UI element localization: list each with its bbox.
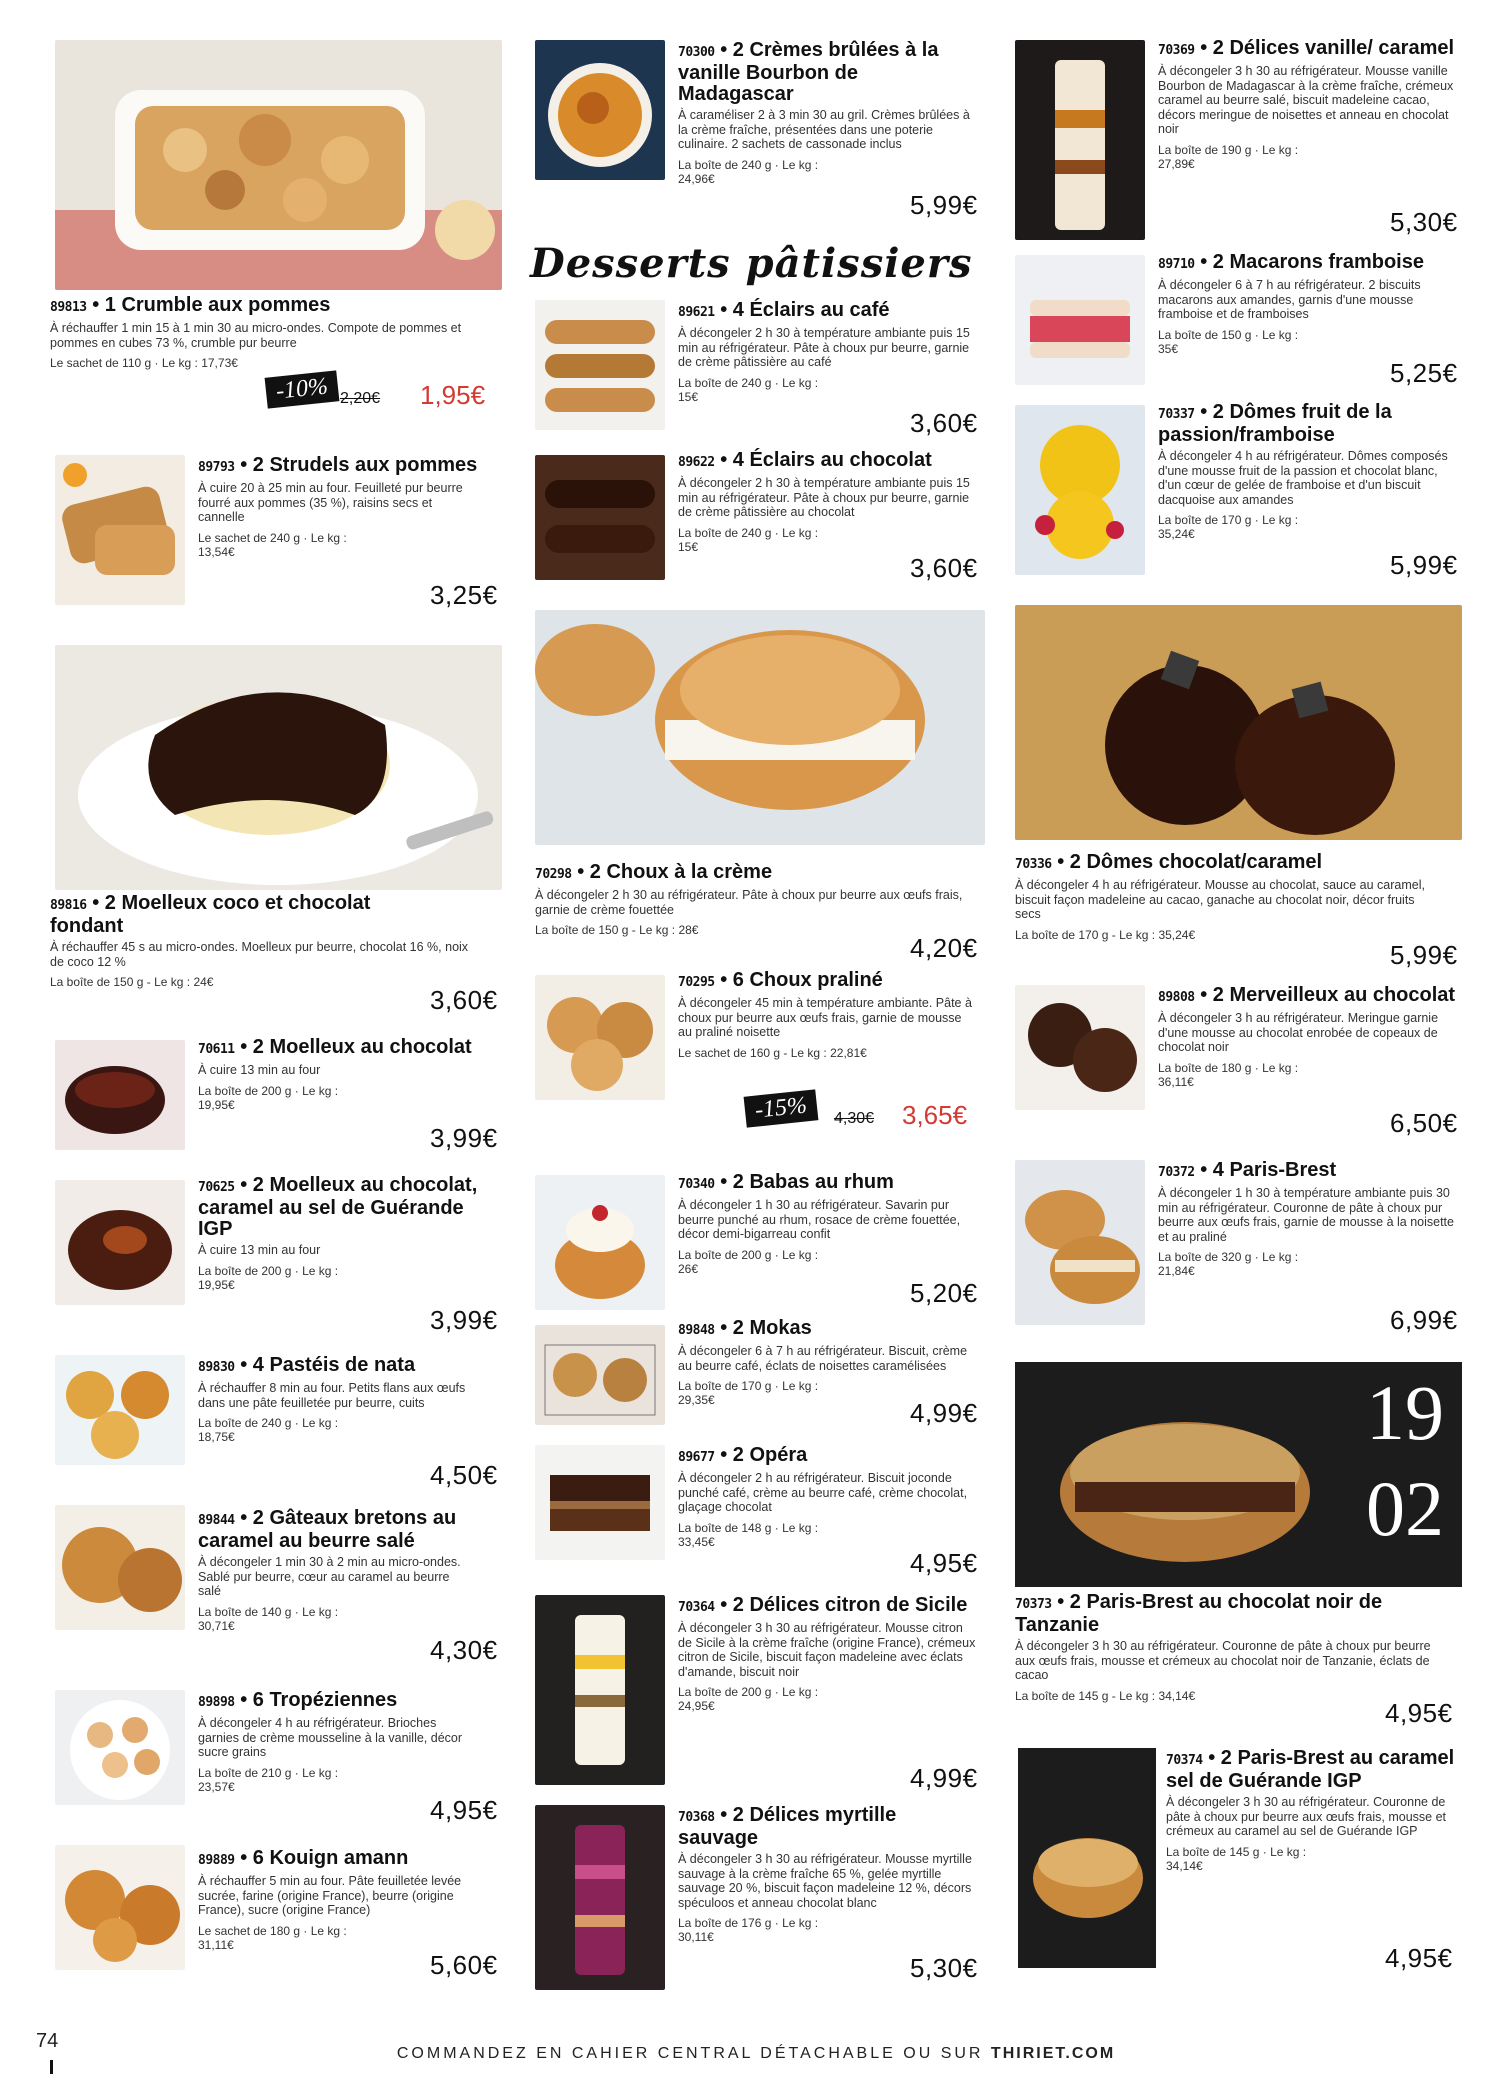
product-89889[interactable]: 89889 • 6 Kouign amann À réchauffer 5 min au four. Pâte feuilletée levée sucrée, farine (origine France), beurre (origine France), sucre (origine France) Le sachet de 180 g · Le kg : 31,11€ <box>198 1848 498 1952</box>
babas-photo <box>535 1175 665 1310</box>
price: 4,20€ <box>910 933 978 963</box>
product-meta: Le sachet de 110 g · Le kg : 17,73€ <box>50 356 238 370</box>
product-meta: La boîte de 170 g · Le kg : 35,24€ <box>1158 513 1299 541</box>
product-description: À décongeler 3 h 30 au réfrigérateur. Couronne de pâte à choux pur beurre aux œufs frais, mousse et crémeux au caramel au sel de Guérande IGP <box>1166 1795 1446 1838</box>
delices-citron-photo <box>535 1595 665 1785</box>
product-meta: La boîte de 145 g - Le kg : 34,14€ <box>1015 1688 1196 1703</box>
old-price: 2,20€ <box>340 390 381 407</box>
product-title: 2 Strudels aux pommes <box>252 454 478 476</box>
price: 3,99€ <box>430 1123 498 1153</box>
product-code: 70611 <box>198 1042 235 1057</box>
product-title: 2 Macarons framboise <box>1212 251 1424 273</box>
product-code: 89793 <box>198 460 235 475</box>
product-description: À réchauffer 45 s au micro-ondes. Moelleux pur beurre, chocolat 16 %, noix de coco 12 % <box>50 940 469 969</box>
product-description: À cuire 20 à 25 min au four. Feuilleté pur beurre fourré aux pommes (35 %), raisins secs et cannelle <box>198 481 463 524</box>
price: 4,95€ <box>1385 1698 1453 1728</box>
product-description: À décongeler 4 h au réfrigérateur. Dômes composés d'une mousse fruit de la passion et chocolat blanc, d'un cœur de gelée de framboise et d'un biscuit dacquoise aux amandes <box>1158 449 1448 507</box>
product-89622[interactable]: 89622 • 4 Éclairs au chocolat À décongeler 2 h 30 à température ambiante puis 15 min au réfrigérateur. Pâte à choux pur beurre, garnie de crème pâtissière au chocolat La boîte de 240 g · Le kg : 15€ <box>678 450 978 554</box>
product-70368[interactable]: 70368 • 2 Délices myrtille sauvage À décongeler 3 h 30 au réfrigérateur. Mousse myrtille sauvage à la crème fraîche 65 %, gelée myrtille sauvage 20 %, biscuit façon madeleine 12 %, décors spéculoos et anneau chocolat blanc La boîte de 176 g · Le kg : 30,11€ <box>678 1805 978 1944</box>
gateaux-bretons-photo <box>55 1505 185 1630</box>
price: 5,30€ <box>1390 207 1458 237</box>
promo-price: 3,65€ <box>902 1100 968 1130</box>
product-title: 2 Crèmes brûlées à la vanille Bourbon de Madagascar <box>678 39 939 105</box>
product-description: À décongeler 6 à 7 h au réfrigérateur. 2 biscuits macarons aux amandes, garnis d'une mousse framboise et de framboises <box>1158 278 1421 321</box>
paris-brest-photo <box>1015 1160 1145 1325</box>
product-title: 4 Paris-Brest <box>1212 1159 1337 1181</box>
product-70337[interactable]: 70337 • 2 Dômes fruit de la passion/framboise À décongeler 4 h au réfrigérateur. Dômes composés d'une mousse fruit de la passion et chocolat blanc, d'un cœur de gelée de framboise et d'un biscuit dacquoise aux amandes La boîte de 170 g · Le kg : 35,24€ <box>1158 402 1458 541</box>
product-description: À décongeler 1 h 30 à température ambiante puis 30 min au réfrigérateur. Couronne de pâte à choux pur beurre aux œufs frais, garnie de mousse à la noisette et au praliné <box>1158 1186 1454 1244</box>
product-meta: La boîte de 150 g - Le kg : 24€ <box>50 975 214 989</box>
moelleux-coco-photo <box>55 645 502 890</box>
product-description: À décongeler 1 h 30 au réfrigérateur. Savarin pur beurre punché au rhum, rosace de crème fouettée, décor demi-bigarreau confit <box>678 1198 961 1241</box>
price: 4,95€ <box>1385 1943 1453 1973</box>
price: 5,25€ <box>1390 358 1458 388</box>
eclairs-cafe-photo <box>535 300 665 430</box>
product-title: 2 Délices citron de Sicile <box>732 1594 968 1616</box>
product-code: 89830 <box>198 1360 235 1375</box>
promo-badge: -15% <box>744 1089 819 1127</box>
product-code: 70369 <box>1158 43 1195 58</box>
creme-brulee-photo <box>535 40 665 180</box>
price: 4,99€ <box>910 1398 978 1428</box>
price: 5,99€ <box>1390 550 1458 580</box>
price: 3,60€ <box>910 408 978 438</box>
product-description: À décongeler 4 h au réfrigérateur. Mousse au chocolat, sauce au caramel, biscuit façon madeleine au cacao, ganache au chocolat noir, décor fruits secs <box>1015 878 1425 921</box>
product-meta: La boîte de 200 g · Le kg : 19,95€ <box>198 1083 339 1112</box>
product-code: 70337 <box>1158 407 1195 422</box>
product-meta: La boîte de 180 g · Le kg : 36,11€ <box>1158 1060 1299 1089</box>
product-meta: La boîte de 176 g · Le kg : 30,11€ <box>678 1916 819 1944</box>
price: 5,99€ <box>910 190 978 220</box>
product-code: 89808 <box>1158 990 1195 1005</box>
product-code: 70298 <box>535 867 572 882</box>
product-code: 89844 <box>198 1513 235 1528</box>
product-70295[interactable]: 70295 • 6 Choux praliné À décongeler 45 min à température ambiante. Pâte à choux pur beurre aux œufs frais, garnie de mousse au praliné noisette Le sachet de 160 g - Le kg : 22,81€ <box>678 970 978 1060</box>
product-code: 70336 <box>1015 857 1052 872</box>
product-meta: La boîte de 150 g · Le kg : 35€ <box>1158 327 1299 356</box>
product-70373[interactable]: 70373 • 2 Paris-Brest au chocolat noir de Tanzanie À décongeler 3 h 30 au réfrigérateur. Couronne de pâte à choux pur beurre aux œufs frais, mousse et crémeux au chocolat noir de Tanzanie, éclats de cacao La boîte de 145 g - Le kg : 34,14€ <box>1015 1592 1455 1703</box>
product-title: 6 Choux praliné <box>732 969 883 991</box>
domes-passion-photo <box>1015 405 1145 575</box>
product-description: À décongeler 2 h 30 au réfrigérateur. Pâte à choux pur beurre aux œufs frais, garnie de crème fouettée <box>535 888 963 917</box>
product-description: À décongeler 3 h 30 au réfrigérateur. Mousse vanille Bourbon de Madagascar à la crème fraîche, crémeux caramel au beurre salé, biscuit madeleine cacao, décors meringue de noisettes et anneau en chocolat noir <box>1158 64 1454 136</box>
product-70374[interactable]: 70374 • 2 Paris-Brest au caramel sel de Guérande IGP À décongeler 3 h 30 au réfrigérateur. Couronne de pâte à choux pur beurre aux œufs frais, mousse et crémeux au caramel au sel de Guérande IGP La boîte de 145 g · Le kg : 34,14€ <box>1166 1747 1455 1873</box>
delices-myrtille-photo <box>535 1805 665 1990</box>
tropeziennes-photo <box>55 1690 185 1805</box>
choux-praline-photo <box>535 975 665 1100</box>
product-description: À décongeler 2 h 30 à température ambiante puis 15 min au réfrigérateur. Pâte à choux pur beurre, garnie de crème pâtissière au chocolat <box>678 476 970 519</box>
product-meta: La boîte de 240 g · Le kg : 15€ <box>678 525 819 554</box>
product-meta: Le sachet de 240 g · Le kg : 13,54€ <box>198 530 347 559</box>
product-code: 89622 <box>678 455 715 470</box>
product-meta: La boîte de 200 g · Le kg : 24,95€ <box>678 1685 819 1713</box>
product-title: 2 Merveilleux au chocolat <box>1212 984 1456 1006</box>
product-description: À réchauffer 8 min au four. Petits flans aux œufs dans une pâte feuilletée pur beurre, cuits <box>198 1381 466 1410</box>
price: 4,30€ <box>430 1635 498 1665</box>
price: 5,20€ <box>910 1278 978 1308</box>
price: 6,99€ <box>1390 1305 1458 1335</box>
product-code: 89898 <box>198 1695 235 1710</box>
delices-vanille-photo <box>1015 40 1145 240</box>
price: 3,60€ <box>430 985 498 1015</box>
product-89898[interactable]: 89898 • 6 Tropéziennes À décongeler 4 h au réfrigérateur. Brioches garnies de crème mousseline à la vanille, décor sucre grains La boîte de 210 g · Le kg : 23,57€ <box>198 1690 498 1794</box>
product-title: 4 Éclairs au café <box>732 299 890 321</box>
product-meta: La boîte de 210 g · Le kg : 23,57€ <box>198 1765 339 1794</box>
product-description: À décongeler 3 h 30 au réfrigérateur. Mousse myrtille sauvage à la crème fraîche 65 %, gelée myrtille sauvage 20 %, biscuit façon madeleine 12 %, décors spéculoos et anneau chocolat blanc <box>678 1852 972 1910</box>
old-price: 4,30€ <box>834 1110 875 1127</box>
product-70372[interactable]: 70372 • 4 Paris-Brest À décongeler 1 h 30 à température ambiante puis 30 min au réfrigérateur. Couronne de pâte à choux pur beurre aux œufs frais, garnie de mousse à la noisette et au praliné La boîte de 320 g · Le kg : 21,84€ <box>1158 1160 1458 1278</box>
moelleux-caramel-photo <box>55 1180 185 1305</box>
product-meta: La boîte de 320 g · Le kg : 21,84€ <box>1158 1250 1299 1278</box>
product-code: 89813 <box>50 300 87 315</box>
product-title: 2 Gâteaux bretons au caramel au beurre salé <box>198 1507 457 1552</box>
product-code: 70373 <box>1015 1597 1052 1612</box>
product-70298[interactable]: 70298 • 2 Choux à la crème À décongeler 2 h 30 au réfrigérateur. Pâte à choux pur beurre aux œufs frais, garnie de crème fouettée La boîte de 150 g - Le kg : 28€ <box>535 862 975 937</box>
macarons-photo <box>1015 255 1145 385</box>
product-70340[interactable]: 70340 • 2 Babas au rhum À décongeler 1 h 30 au réfrigérateur. Savarin pur beurre punché au rhum, rosace de crème fouettée, décor demi-bigarreau confit La boîte de 200 g · Le kg : 26€ <box>678 1172 978 1276</box>
product-meta: Le sachet de 160 g - Le kg : 22,81€ <box>678 1045 867 1060</box>
price: 5,60€ <box>430 1950 498 1980</box>
product-code: 70340 <box>678 1177 715 1192</box>
product-description: À cuire 13 min au four <box>198 1243 321 1257</box>
price: 3,60€ <box>910 553 978 583</box>
product-meta: La boîte de 240 g · Le kg : 24,96€ <box>678 157 819 186</box>
product-code: 70372 <box>1158 1165 1195 1180</box>
product-description: À décongeler 45 min à température ambiante. Pâte à choux pur beurre aux œufs frais, garnie de mousse au praliné noisette <box>678 996 972 1039</box>
product-title: 2 Dômes chocolat/caramel <box>1069 851 1323 873</box>
product-title: 2 Paris-Brest au chocolat noir de Tanzanie <box>1015 1591 1383 1636</box>
logo-1902-top: 19 <box>1366 1369 1444 1456</box>
merveilleux-photo <box>1015 985 1145 1110</box>
product-code: 89816 <box>50 898 87 913</box>
paris-brest-caramel-photo <box>1018 1748 1156 1968</box>
product-89830[interactable]: 89830 • 4 Pastéis de nata À réchauffer 8 min au four. Petits flans aux œufs dans une pâte feuilletée pur beurre, cuits La boîte de 240 g · Le kg : 18,75€ <box>198 1355 498 1444</box>
crumble-photo <box>55 40 502 290</box>
product-70611[interactable]: 70611 • 2 Moelleux au chocolat À cuire 13 min au four La boîte de 200 g · Le kg : 19,95€ <box>198 1037 498 1112</box>
price: 4,99€ <box>910 1763 978 1793</box>
product-70369[interactable]: 70369 • 2 Délices vanille/ caramel À décongeler 3 h 30 au réfrigérateur. Mousse vanille Bourbon de Madagascar à la crème fraîche, crémeux caramel au beurre salé, biscuit madeleine cacao, décors meringue de noisettes et anneau en chocolat noir La boîte de 190 g · Le kg : 27,89€ <box>1158 38 1458 171</box>
product-89793[interactable]: 89793 • 2 Strudels aux pommes À cuire 20 à 25 min au four. Feuilleté pur beurre fourré aux pommes (35 %), raisins secs et cannelle Le sachet de 240 g · Le kg : 13,54€ <box>198 454 478 559</box>
product-code: 70295 <box>678 975 715 990</box>
promo-badge: -10% <box>265 370 340 408</box>
product-meta: Le sachet de 180 g · Le kg : 31,11€ <box>198 1923 347 1952</box>
product-description: À décongeler 3 h au réfrigérateur. Meringue garnie d'une mousse au chocolat enrobée de copeaux de chocolat noir <box>1158 1011 1439 1054</box>
price: 6,50€ <box>1390 1108 1458 1138</box>
product-code: 70368 <box>678 1810 715 1825</box>
strudel-photo <box>55 455 185 605</box>
product-title: 1 Crumble aux pommes <box>104 294 331 316</box>
mokas-photo <box>535 1325 665 1425</box>
product-meta: La boîte de 240 g · Le kg : 15€ <box>678 375 819 404</box>
product-code: 89848 <box>678 1323 715 1338</box>
product-meta: La boîte de 170 g - Le kg : 35,24€ <box>1015 927 1196 942</box>
product-89710[interactable]: 89710 • 2 Macarons framboise À décongeler 6 à 7 h au réfrigérateur. 2 biscuits macarons aux amandes, garnis d'une mousse framboise et de framboises La boîte de 150 g · Le kg : 35€ <box>1158 252 1458 356</box>
product-meta: La boîte de 240 g · Le kg : 18,75€ <box>198 1416 339 1444</box>
product-code: 70364 <box>678 1600 715 1615</box>
product-code: 70625 <box>198 1180 235 1195</box>
product-meta: La boîte de 170 g · Le kg : 29,35€ <box>678 1379 819 1407</box>
product-89621[interactable]: 89621 • 4 Éclairs au café À décongeler 2 h 30 à température ambiante puis 15 min au réfrigérateur. Pâte à choux pur beurre, garnie de crème pâtissière au café La boîte de 240 g · Le kg : 15€ <box>678 300 978 404</box>
choux-creme-photo <box>535 610 985 845</box>
product-code: 70374 <box>1166 1753 1203 1768</box>
product-title: 2 Paris-Brest au caramel sel de Guérande IGP <box>1166 1747 1455 1792</box>
product-89813[interactable]: 89813 • 1 Crumble aux pommes À réchauffer 1 min 15 à 1 min 30 au micro-ondes. Compote de pommes et pommes en cubes 73 %, crumble pur beurre Le sachet de 110 g · Le kg : 17,73€ <box>50 295 490 370</box>
price: 3,99€ <box>430 1305 498 1335</box>
product-70625[interactable]: 70625 • 2 Moelleux au chocolat, caramel au sel de Guérande IGP À cuire 13 min au four La boîte de 200 g · Le kg : 19,95€ <box>198 1175 488 1292</box>
opera-photo <box>535 1445 665 1560</box>
eclairs-chocolat-photo <box>535 455 665 580</box>
price: 4,95€ <box>430 1795 498 1825</box>
product-70336[interactable]: 70336 • 2 Dômes chocolat/caramel À décongeler 4 h au réfrigérateur. Mousse au chocolat, sauce au caramel, biscuit façon madeleine au cacao, ganache au chocolat noir, décor fruits secs La boîte de 170 g - Le kg : 35,24€ <box>1015 852 1455 942</box>
product-title: 4 Éclairs au chocolat <box>732 449 932 471</box>
product-title: 2 Délices myrtille sauvage <box>678 1804 897 1849</box>
price: 3,25€ <box>430 580 498 610</box>
price: 5,99€ <box>1390 940 1458 970</box>
product-description: À décongeler 1 min 30 à 2 min au micro-ondes. Sablé pur beurre, cœur au caramel au beurre salé <box>198 1555 461 1598</box>
product-title: 2 Dômes fruit de la passion/framboise <box>1158 401 1392 446</box>
product-89848[interactable]: 89848 • 2 Mokas À décongeler 6 à 7 h au réfrigérateur. Biscuit, crème au beurre café, éclats de noisettes caramélisées La boîte de 170 g · Le kg : 29,35€ <box>678 1318 978 1407</box>
product-70364[interactable]: 70364 • 2 Délices citron de Sicile À décongeler 3 h 30 au réfrigérateur. Mousse citron de Sicile à la crème fraîche (origine France), crémeux citron de Sicile, biscuit façon madeleine avec éclats d'amande, biscuit noir La boîte de 200 g · Le kg : 24,95€ <box>678 1595 978 1713</box>
price: 4,95€ <box>910 1548 978 1578</box>
product-meta: La boîte de 148 g · Le kg : 33,45€ <box>678 1520 819 1549</box>
product-description: À cuire 13 min au four <box>198 1063 321 1077</box>
logo-1902-bottom: 02 <box>1366 1465 1444 1552</box>
page-number: 74 <box>36 2030 59 2052</box>
product-description: À caraméliser 2 à 3 min 30 au gril. Crèmes brûlées à la crème fraîche, présentées dans une poterie culinaire. 2 sachets de cassonade inclus <box>678 108 970 151</box>
product-89808[interactable]: 89808 • 2 Merveilleux au chocolat À décongeler 3 h au réfrigérateur. Meringue garnie d'une mousse au chocolat enrobée de copeaux de chocolat noir La boîte de 180 g · Le kg : 36,11€ <box>1158 985 1458 1089</box>
product-89677[interactable]: 89677 • 2 Opéra À décongeler 2 h au réfrigérateur. Biscuit joconde punché café, crème au beurre café, crème chocolat, glaçage chocolat La boîte de 148 g · Le kg : 33,45€ <box>678 1445 978 1549</box>
product-title: 4 Pastéis de nata <box>252 1354 416 1376</box>
product-title: 6 Kouign amann <box>252 1847 409 1869</box>
product-meta: La boîte de 190 g · Le kg : 27,89€ <box>1158 142 1299 171</box>
product-code: 70300 <box>678 45 715 60</box>
product-title: 2 Moelleux coco et chocolat fondant <box>50 892 371 937</box>
moelleux-chocolat-photo <box>55 1040 185 1150</box>
product-description: À décongeler 2 h 30 à température ambiante puis 15 min au réfrigérateur. Pâte à choux pur beurre, garnie de crème pâtissière au café <box>678 326 970 369</box>
product-title: 2 Mokas <box>732 1317 812 1339</box>
product-description: À décongeler 3 h 30 au réfrigérateur. Mousse citron de Sicile à la crème fraîche (origine France), crémeux citron de Sicile, biscuit façon madeleine avec éclats d'amande, biscuit noir <box>678 1621 976 1679</box>
promo-price: 1,95€ <box>420 380 486 410</box>
product-89844[interactable]: 89844 • 2 Gâteaux bretons au caramel au beurre salé À décongeler 1 min 30 à 2 min au micro-ondes. Sablé pur beurre, cœur au caramel au beurre salé La boîte de 140 g · Le kg : 30,71€ <box>198 1508 498 1633</box>
price: 5,30€ <box>910 1953 978 1983</box>
product-70300[interactable]: 70300 • 2 Crèmes brûlées à la vanille Bourbon de Madagascar À caraméliser 2 à 3 min 30 au gril. Crèmes brûlées à la crème fraîche, présentées dans une poterie culinaire. 2 sachets de cassonade inclus La boîte de 240 g · Le kg : 24,96€ <box>678 40 978 186</box>
paris-brest-1902-photo <box>1015 1362 1462 1587</box>
footer <box>0 2045 1512 2063</box>
product-description: À réchauffer 1 min 15 à 1 min 30 au micro-ondes. Compote de pommes et pommes en cubes 73 %, crumble pur beurre <box>50 321 462 350</box>
product-description: À décongeler 6 à 7 h au réfrigérateur. Biscuit, crème au beurre café, éclats de noisettes caramélisées <box>678 1344 968 1373</box>
product-description: À décongeler 3 h 30 au réfrigérateur. Couronne de pâte à choux pur beurre aux œufs frais, mousse et crémeux au chocolat noir de Tanzanie, éclats de cacao <box>1015 1639 1431 1682</box>
product-title: 2 Délices vanille/ caramel <box>1212 37 1455 59</box>
product-code: 89677 <box>678 1450 715 1465</box>
product-meta: La boîte de 200 g · Le kg : 19,95€ <box>198 1263 339 1292</box>
product-title: 2 Moelleux au chocolat <box>252 1036 472 1058</box>
product-meta: La boîte de 150 g - Le kg : 28€ <box>535 923 699 937</box>
product-title: 6 Tropéziennes <box>252 1689 398 1711</box>
product-code: 89889 <box>198 1853 235 1868</box>
product-meta: La boîte de 145 g · Le kg : 34,14€ <box>1166 1844 1307 1873</box>
product-title: 2 Moelleux au chocolat, caramel au sel de Guérande IGP <box>198 1174 478 1240</box>
product-code: 89621 <box>678 305 715 320</box>
product-description: À réchauffer 5 min au four. Pâte feuilletée levée sucrée, farine (origine France), beurre (origine France), sucre (origine France) <box>198 1874 462 1917</box>
product-title: 2 Opéra <box>732 1444 808 1466</box>
section-title: Desserts pâtissiers <box>530 240 973 287</box>
kouign-amann-photo <box>55 1845 185 1970</box>
price: 4,50€ <box>430 1460 498 1490</box>
pasteis-photo <box>55 1355 185 1465</box>
product-description: À décongeler 2 h au réfrigérateur. Biscuit joconde punché café, crème au beurre café, crème chocolat, glaçage chocolat <box>678 1471 968 1514</box>
product-meta: La boîte de 140 g · Le kg : 30,71€ <box>198 1604 339 1633</box>
footer-site-link[interactable]: THIRIET.COM <box>990 2045 1116 2062</box>
footer-text: COMMANDEZ EN CAHIER CENTRAL DÉTACHABLE OU SUR <box>396 2045 991 2062</box>
product-description: À décongeler 4 h au réfrigérateur. Brioches garnies de crème mousseline à la vanille, décor sucre grains <box>198 1716 463 1759</box>
product-meta: La boîte de 200 g · Le kg : 26€ <box>678 1247 819 1276</box>
product-89816[interactable]: 89816 • 2 Moelleux coco et chocolat fondant À réchauffer 45 s au micro-ondes. Moelleux pur beurre, chocolat 16 %, noix de coco 12 % La boîte de 150 g - Le kg : 24€ <box>50 893 490 989</box>
domes-chocolat-photo <box>1015 605 1462 840</box>
product-title: 2 Babas au rhum <box>732 1171 894 1193</box>
product-code: 89710 <box>1158 257 1195 272</box>
product-title: 2 Choux à la crème <box>589 861 773 883</box>
